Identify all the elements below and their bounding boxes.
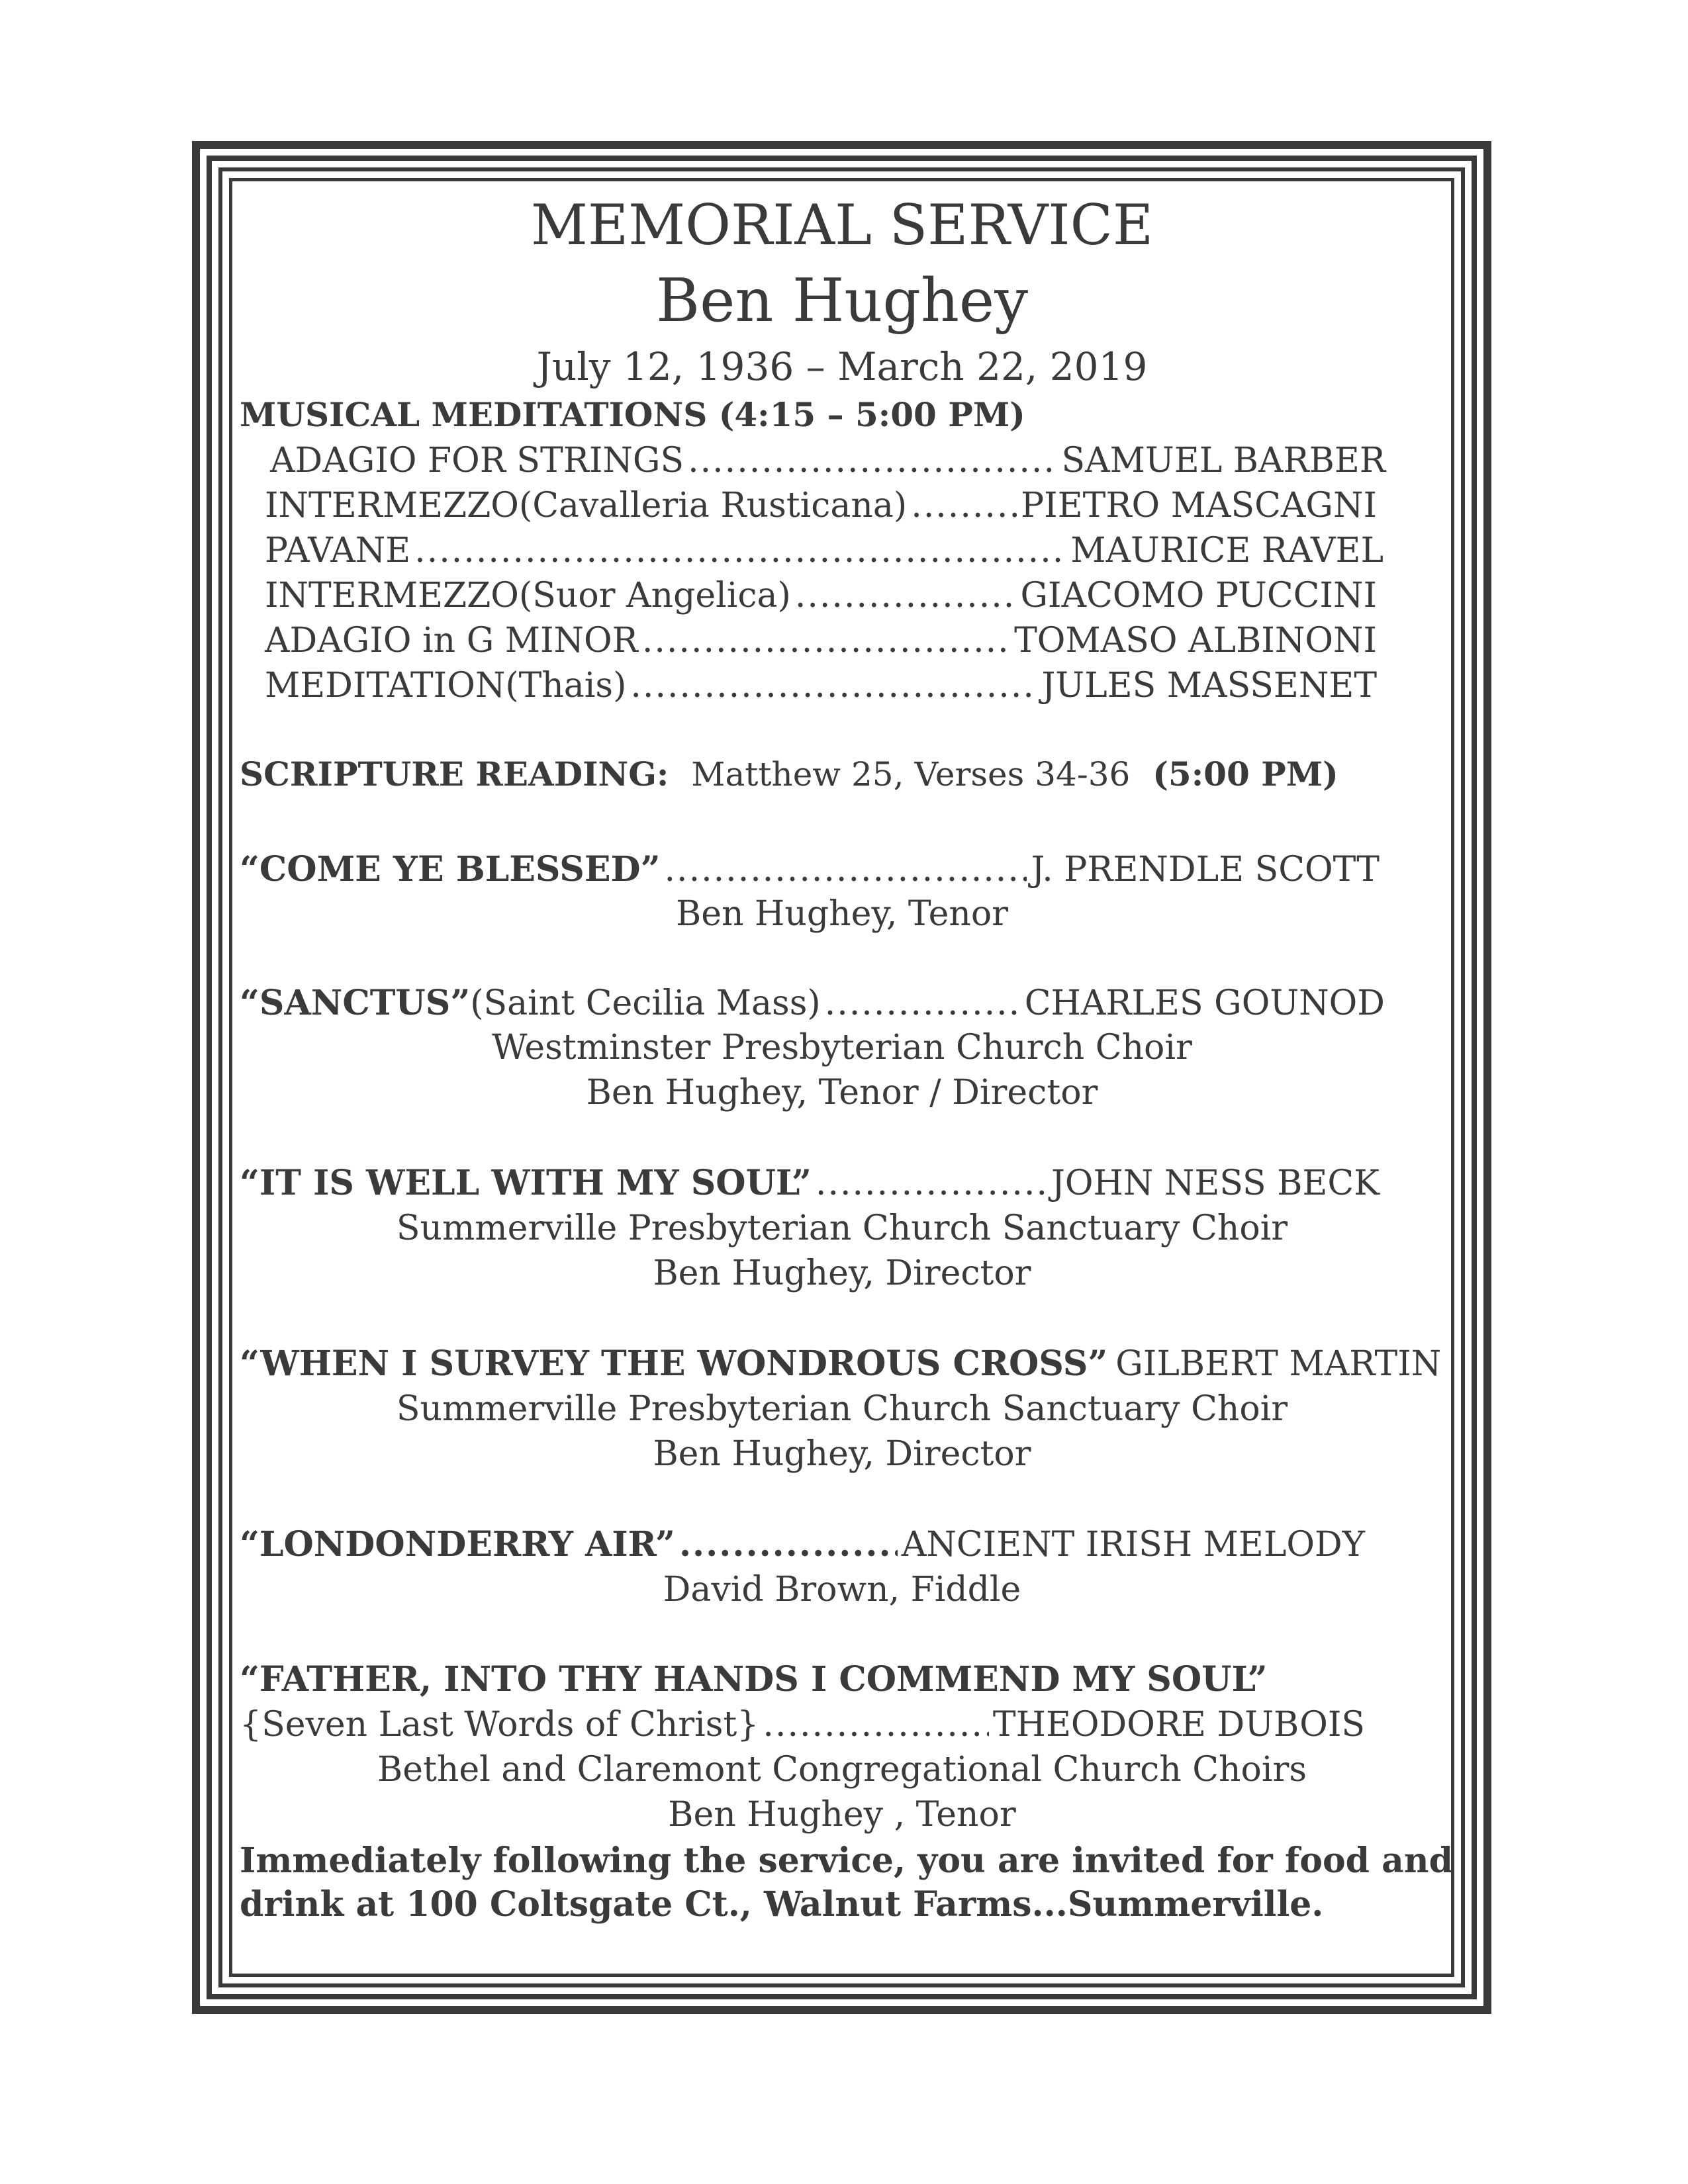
piece-title: MEDITATION(Thais) [265, 666, 627, 705]
scripture-text: Matthew 25, Verses 34-36 [691, 755, 1131, 794]
leader-dots [688, 443, 1057, 478]
leader-dots [679, 1527, 898, 1562]
composer: GIACOMO PUCCINI [1020, 576, 1377, 615]
composer: JULES MASSENET [1041, 666, 1377, 705]
program-title-group [240, 983, 821, 1023]
composer: ANCIENT IRISH MELODY [901, 1525, 1365, 1565]
performer-line: Bethel and Claremont Congregational Church Choirs [377, 1750, 1307, 1790]
program-title: “FATHER, INTO THY HANDS I COMMEND MY SOUL” [240, 1659, 1268, 1700]
piece-title: INTERMEZZO(Suor Angelica) [265, 576, 791, 615]
composer: PIETRO MASCAGNI [1021, 486, 1377, 525]
program-title: “WHEN I SURVEY THE WONDROUS CROSS” [240, 1343, 1108, 1384]
performer-line: Ben Hughey, Tenor / Director [586, 1073, 1098, 1113]
program-subtitle: (Saint Cecilia Mass) [470, 983, 821, 1023]
life-dates: July 12, 1936 – March 22, 2019 [536, 344, 1148, 389]
performer-line: David Brown, Fiddle [663, 1570, 1021, 1610]
program-item [240, 1343, 1442, 1384]
scripture-time: (5:00 PM) [1152, 754, 1338, 794]
composer: MAURICE RAVEL [1070, 531, 1383, 570]
program-subtitle: {Seven Last Words of Christ} [240, 1705, 759, 1745]
meditation-item [270, 443, 1385, 478]
piece-title: PAVANE [265, 531, 411, 570]
leader-dots [825, 986, 1021, 1021]
program-item [240, 1705, 1365, 1745]
leader-dots [816, 1166, 1047, 1201]
program-title: “COME YE BLESSED” [240, 849, 661, 889]
composer: THEODORE DUBOIS [992, 1705, 1365, 1745]
scripture-reading [240, 754, 1338, 794]
composer: J. PRENDLE SCOTT [1031, 850, 1380, 889]
program-title: “LONDONDERRY AIR” [240, 1524, 675, 1565]
performer-line: Summerville Presbyterian Church Sanctuary Choir [396, 1208, 1288, 1248]
program-item [240, 1524, 1365, 1565]
closing-note-line-1: Immediately following the service, you are invited for food and [240, 1841, 1453, 1881]
service-title: MEMORIAL SERVICE [530, 193, 1154, 257]
meditation-item [265, 533, 1383, 568]
composer: GILBERT MARTIN [1115, 1344, 1442, 1384]
program-title: “IT IS WELL WITH MY SOUL” [240, 1163, 812, 1203]
performer-line: Westminster Presbyterian Church Choir [492, 1028, 1192, 1068]
scripture-label: SCRIPTURE READING: [240, 754, 669, 794]
program-item [240, 849, 1380, 889]
piece-title: INTERMEZZO(Cavalleria Rusticana) [265, 486, 908, 525]
piece-title: ADAGIO FOR STRINGS [270, 441, 684, 480]
piece-title: ADAGIO in G MINOR [265, 621, 638, 660]
performer-line: Ben Hughey, Tenor [676, 894, 1008, 934]
meditation-item [265, 668, 1377, 703]
leader-dots [414, 533, 1066, 568]
performer-line: Ben Hughey , Tenor [668, 1795, 1016, 1835]
leader-dots [763, 1707, 989, 1742]
closing-note-line-2: drink at 100 Coltsgate Ct., Walnut Farms...Summerville. [240, 1884, 1324, 1925]
program-title: “SANCTUS” [240, 983, 471, 1023]
leader-dots [665, 852, 1027, 887]
performer-line: Ben Hughey, Director [653, 1434, 1031, 1474]
program-item [240, 983, 1385, 1023]
composer: JOHN NESS BECK [1051, 1163, 1380, 1203]
composer: CHARLES GOUNOD [1024, 983, 1385, 1023]
leader-dots [911, 488, 1017, 523]
performer-line: Ben Hughey, Director [653, 1253, 1031, 1293]
meditation-item [265, 623, 1377, 658]
meditation-item [265, 578, 1377, 613]
leader-dots [795, 578, 1017, 613]
leader-dots [642, 623, 1010, 658]
program-item [240, 1163, 1380, 1203]
composer: TOMASO ALBINONI [1014, 621, 1377, 660]
leader-dots [630, 668, 1037, 703]
performer-line: Summerville Presbyterian Church Sanctuary Choir [396, 1389, 1288, 1429]
honoree-name: Ben Hughey [655, 266, 1029, 336]
musical-meditations-heading: MUSICAL MEDITATIONS (4:15 – 5:00 PM) [240, 395, 1025, 434]
composer: SAMUEL BARBER [1061, 441, 1385, 480]
meditation-item [265, 488, 1377, 523]
